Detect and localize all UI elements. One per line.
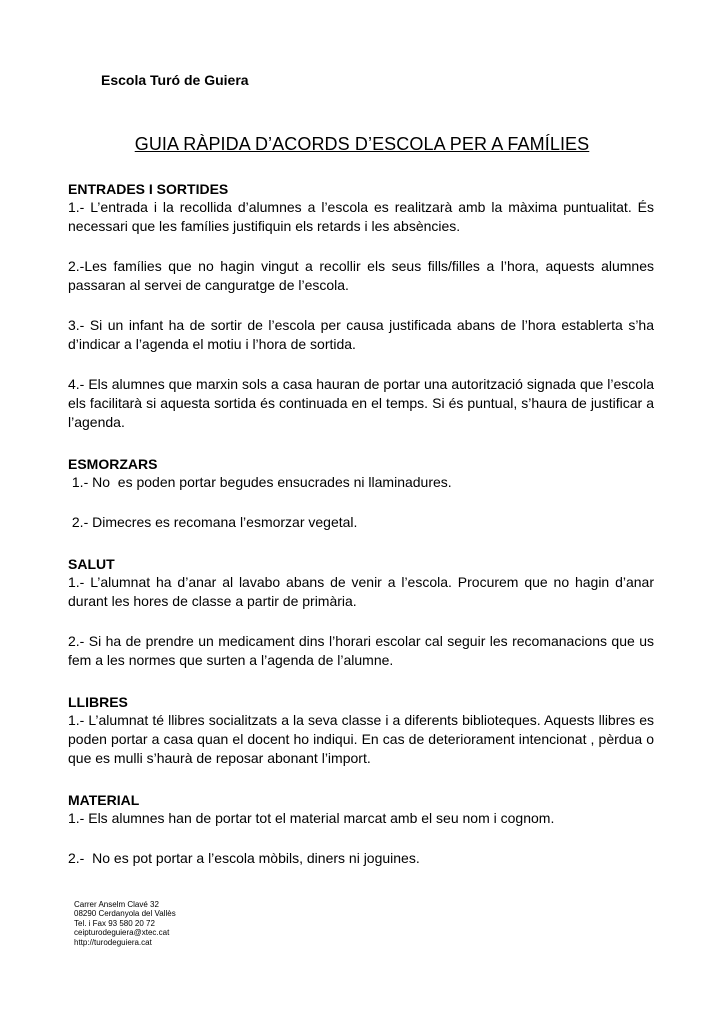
section-heading: MATERIAL [68, 792, 140, 808]
paragraph: 2.- Dimecres es recomana l’esmorzar vegetal. [68, 514, 358, 530]
paragraph: 1.- Els alumnes han de portar tot el material marcat amb el seu nom i cognom. [68, 810, 555, 826]
footer-email: ceipturodeguiera@xtec.cat [74, 928, 170, 938]
section-material [68, 791, 654, 868]
document-body [68, 180, 654, 868]
section-salut [68, 555, 654, 670]
footer-web: http://turodeguiera.cat [74, 937, 152, 947]
footer-city: 08290 Cerdanyola del Vallès [74, 909, 176, 919]
footer-address: Carrer Anselm Clavé 32 [74, 900, 159, 909]
section-llibres [68, 693, 654, 768]
section-heading: SALUT [68, 556, 115, 572]
paragraph: 1.- L’alumnat té llibres socialitzats a la seva classe i a diferents biblioteques. Aquests llibres es poden portar a casa quan el docent ho indiqui. En cas de deteriorament intencionat , pèrdua o que es mulli s’haurà de reposar abonant l’import. [68, 712, 654, 766]
school-name: Escola Turó de Guiera [101, 72, 249, 88]
section-heading: ENTRADES I SORTIDES [68, 181, 229, 197]
paragraph: 1.- L’entrada i la recollida d’alumnes a l’escola es realitzarà amb la màxima puntualitat. És necessari que les famílies justifiquin els retards i les absències. [68, 199, 654, 234]
section-heading: ESMORZARS [68, 456, 158, 472]
paragraph: 1.- No es poden portar begudes ensucrades ni llaminadures. [68, 474, 452, 490]
footer-phone: Tel. i Fax 93 580 20 72 [74, 918, 155, 928]
section-esmorzars [68, 455, 654, 532]
paragraph: 2.-Les famílies que no hagin vingut a recollir els seus fills/filles a l’hora, aquests alumnes passaran al servei de canguratge de l’escola. [68, 258, 654, 293]
paragraph: 1.- L’alumnat ha d’anar al lavabo abans de venir a l’escola. Procurem que no hagin d’anar durant les hores de classe a partir de primària. [68, 574, 654, 609]
section-entrades [68, 180, 654, 432]
footer-contact [74, 900, 176, 947]
paragraph: 2.- Si ha de prendre un medicament dins l’horari escolar cal seguir les recomanacions que us fem a les normes que surten a l’agenda de l’alumne. [68, 633, 654, 668]
section-heading: LLIBRES [68, 694, 128, 710]
paragraph: 2.- No es pot portar a l’escola mòbils, diners ni joguines. [68, 850, 420, 866]
paragraph: 3.- Si un infant ha de sortir de l’escola per causa justificada abans de l’hora establerta s’ha d’indicar a l’agenda el motiu i l’hora de sortida. [68, 317, 654, 352]
document-title: GUIA RÀPIDA D’ACORDS D’ESCOLA PER A FAMÍLIES [134, 134, 590, 154]
paragraph: 4.- Els alumnes que marxin sols a casa hauran de portar una autorització signada que l’escola els facilitarà si aquesta sortida és continuada en el temps. Si és puntual, s’haura de justificar a l’agenda. [68, 376, 654, 430]
